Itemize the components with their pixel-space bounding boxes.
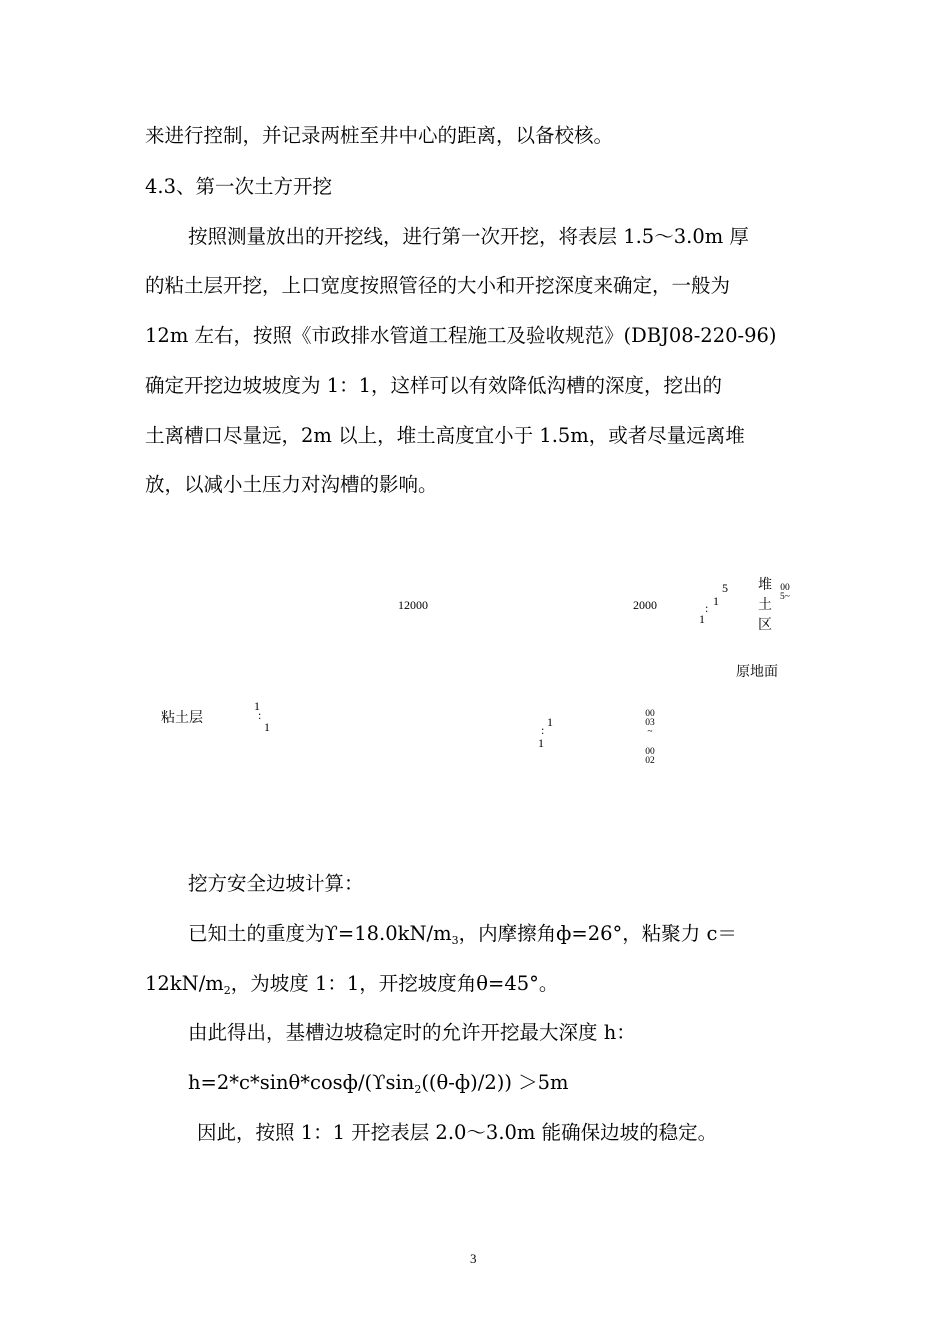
paragraph-line: 来进行控制，并记录两桩至井中心的距离，以备校核。: [145, 124, 614, 147]
ground-surface-label: 原地面: [736, 665, 778, 680]
slope-ratio-label: 5: [722, 581, 728, 595]
section-heading: 4.3、第一次土方开挖: [145, 175, 333, 198]
slope-ratio-colon: :: [541, 723, 545, 737]
page-number: 3: [470, 1251, 477, 1266]
paragraph-line: 确定开挖边坡坡度为 1：1，这样可以有效降低沟槽的深度，挖出的: [145, 374, 723, 397]
spoil-area-label: 土: [758, 598, 772, 613]
known-values-text: ，内摩擦角ф=26°，粘聚力 c＝: [458, 922, 737, 945]
formula-subscript: 2: [414, 1083, 422, 1096]
known-values-text: 12kN/m: [145, 972, 224, 995]
paragraph-line: 按照测量放出的开挖线，进行第一次开挖，将表层 1.5～3.0m 厚: [188, 225, 749, 248]
excavation-diagram: [140, 570, 820, 790]
clay-layer-label: 粘土层: [161, 711, 203, 726]
width-dimension-label: 12000: [398, 598, 428, 612]
offset-dimension-label: 2000: [633, 598, 657, 612]
spoil-area-label: 堆: [758, 578, 772, 593]
depth-dimension: 0003~: [645, 709, 655, 737]
conclusion-line: 因此，按照 1：1 开挖表层 2.0～3.0m 能确保边坡的稳定。: [197, 1121, 718, 1144]
pile-height-dimension: 005~: [780, 583, 790, 602]
slope-ratio-label: 1: [254, 699, 260, 713]
unit-superscript: 2: [223, 984, 231, 997]
paragraph-line: 12m 左右，按照《市政排水管道工程施工及验收规范》(DBJ08-220-96): [145, 324, 777, 347]
unit-superscript: 3: [451, 934, 459, 947]
slope-ratio-label: 1: [538, 736, 544, 750]
slope-ratio-label: 1: [699, 612, 705, 626]
formula-text: ((θ-ф)/2)) ＞5m: [421, 1071, 569, 1094]
calc-title: 挖方安全边坡计算：: [188, 872, 364, 895]
known-values-text: 已知土的重度为ϒ=18.0kN/m: [188, 922, 452, 945]
spoil-area-label: 区: [758, 618, 772, 633]
slope-ratio-colon: :: [705, 601, 709, 615]
paragraph-line: 由此得出，基槽边坡稳定时的允许开挖最大深度 h：: [188, 1021, 636, 1044]
slope-ratio-label: 1: [264, 720, 270, 734]
slope-ratio-colon: :: [258, 708, 262, 722]
paragraph-line: 的粘土层开挖，上口宽度按照管径的大小和开挖深度来确定，一般为: [145, 274, 731, 297]
paragraph-line: 放，以减小土压力对沟槽的影响。: [145, 473, 438, 496]
paragraph-line: [145, 972, 558, 1003]
depth-dimension: 0002: [645, 747, 655, 766]
formula-text: h=2*c*sinθ*cosф/(ϒsin: [188, 1071, 415, 1094]
known-values-text: ，为坡度 1：1，开挖坡度角θ=45°。: [230, 972, 559, 995]
paragraph-line: 土离槽口尽量远，2m 以上，堆土高度宜小于 1.5m，或者尽量远离堆: [145, 424, 745, 447]
slope-ratio-label: 1: [713, 594, 719, 608]
formula-line: [188, 1071, 569, 1102]
slope-ratio-label: 1: [547, 715, 553, 729]
paragraph-line: [188, 922, 737, 953]
